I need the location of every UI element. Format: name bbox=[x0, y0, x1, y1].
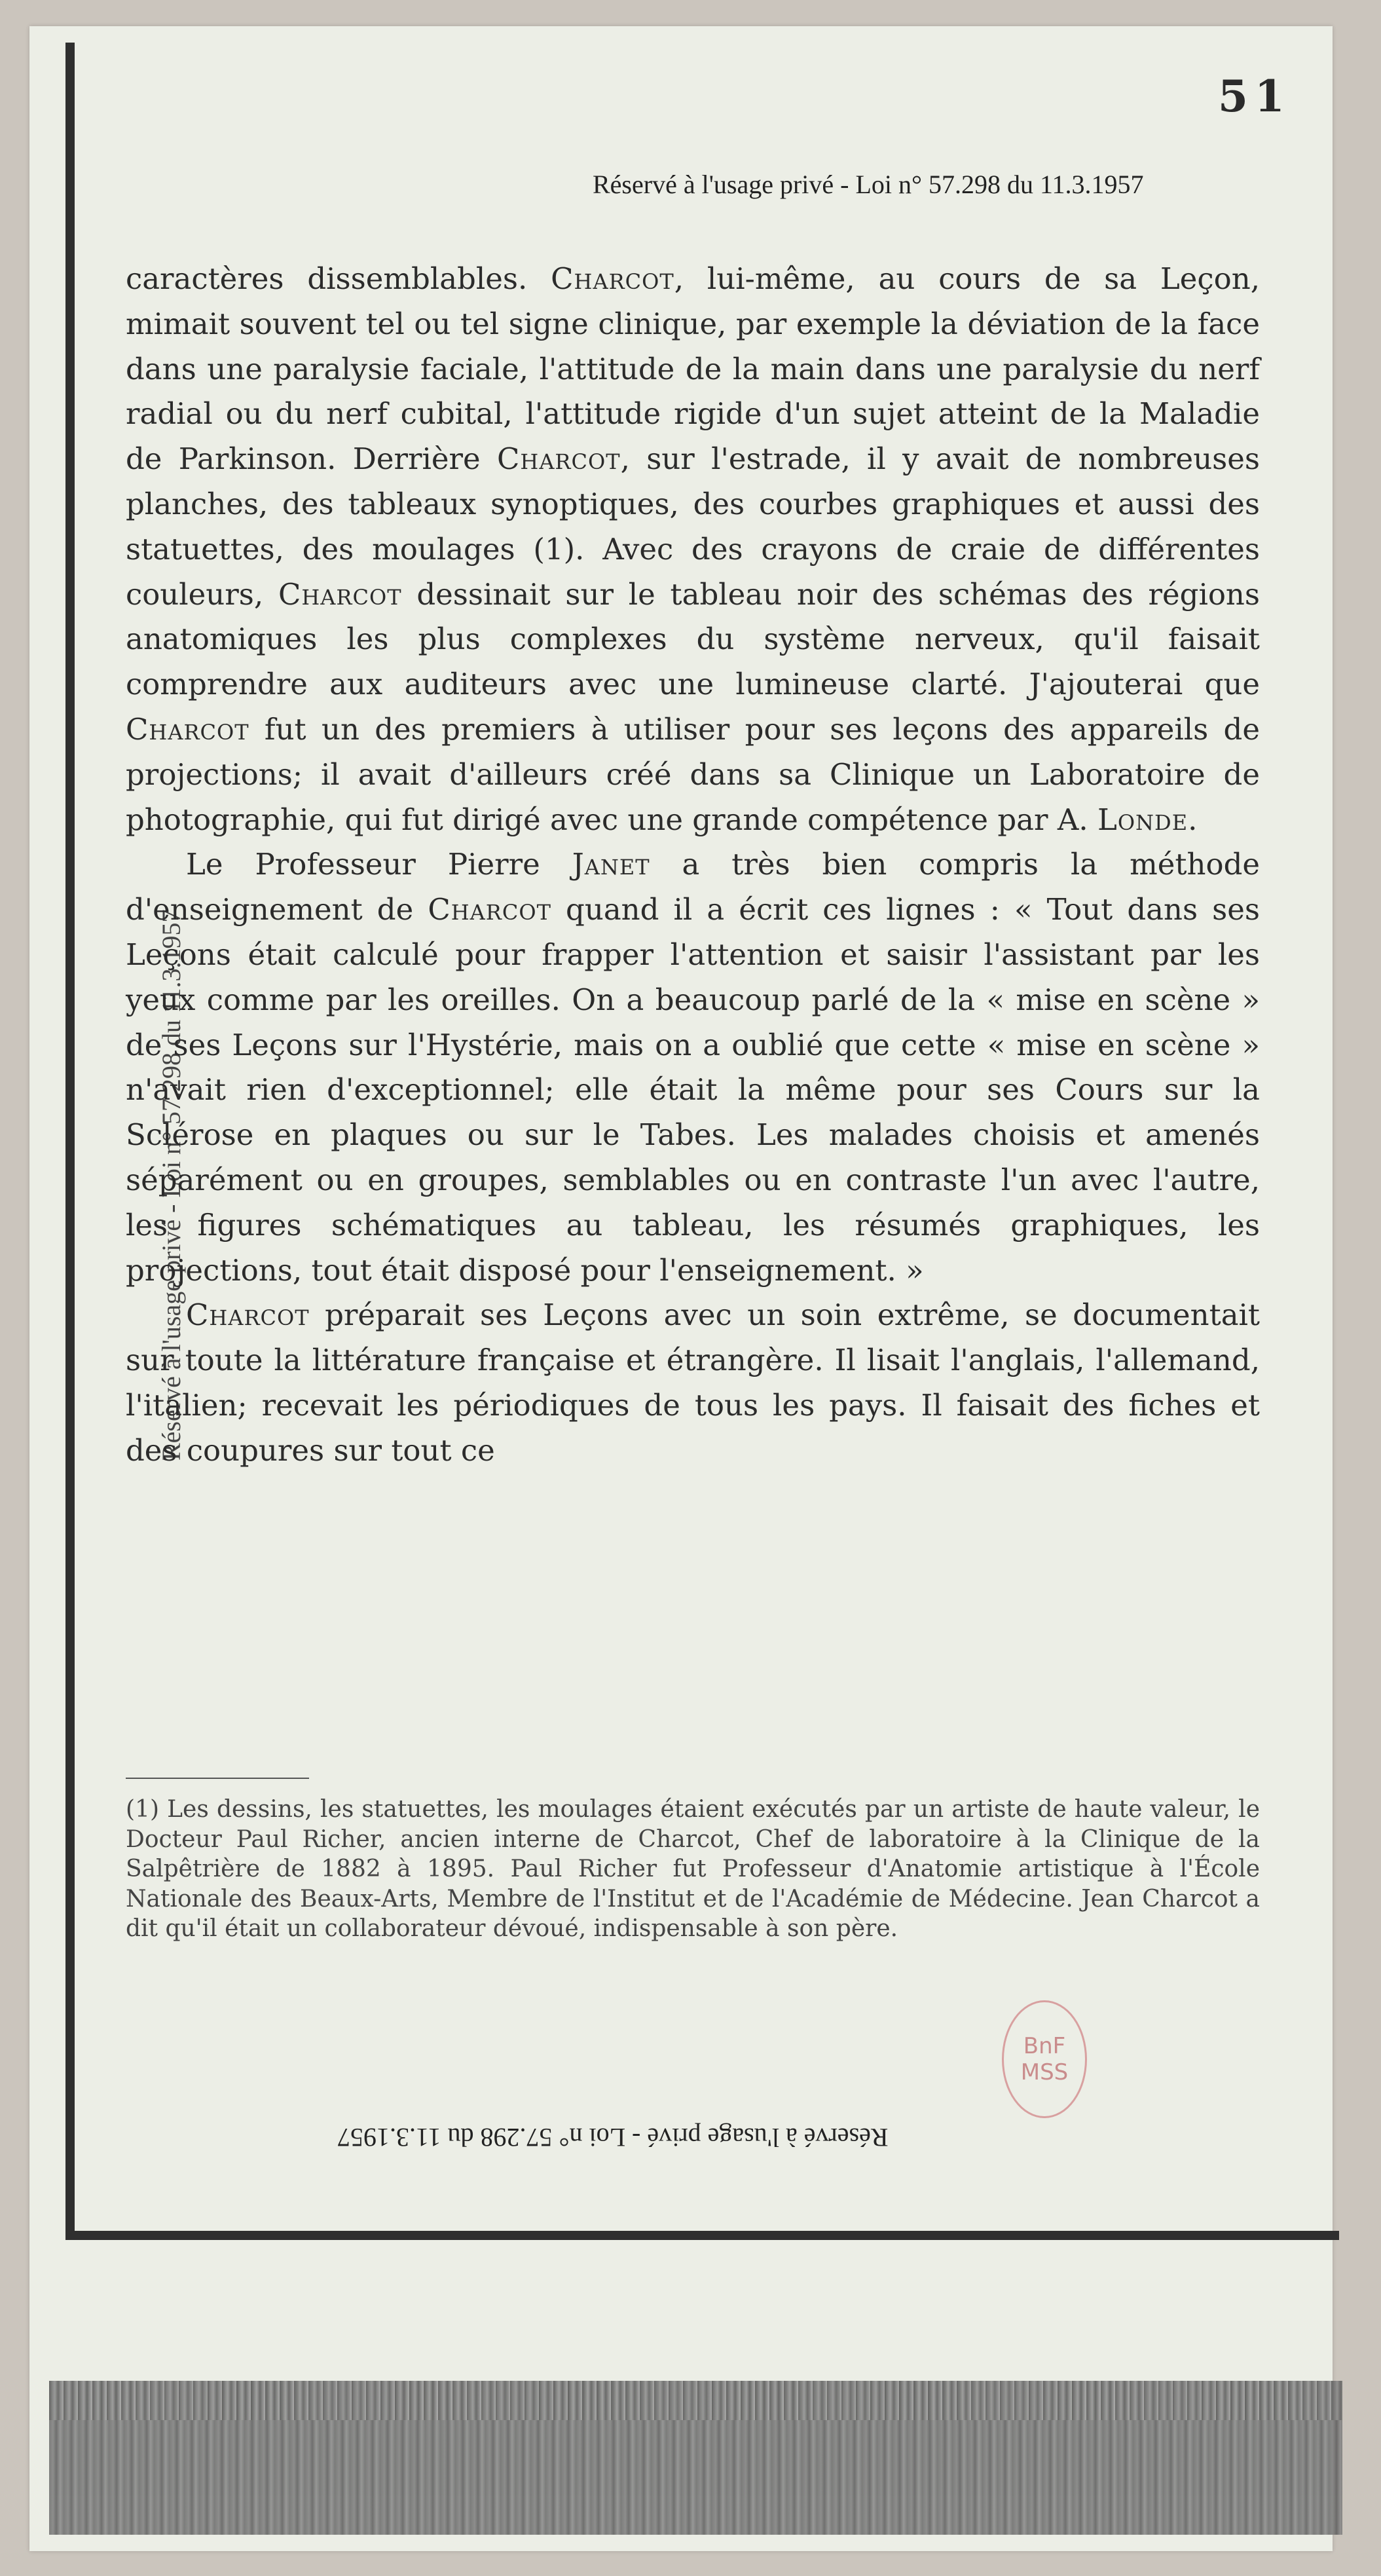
bnf-library-stamp bbox=[1002, 2000, 1087, 2118]
paragraph-2: Le Professeur Pierre Janet a très bien compris la méthode d'enseignement de Charcot quand il a écrit ces lignes : « Tout dans ses Leçons était calculé pour frapper l'attention et saisir l'assistant par les yeux comme par les oreilles. On a beaucoup parlé de la « mise en scène » de ses Leçons sur l'Hystérie, mais on a oublié que cette « mise en scène » n'avait rien d'exceptionnel; elle était la même pour ses Cours sur la Sclérose en plaques ou sur le Tabes. Les malades choisis et amenés séparément ou en groupes, semblables ou en contraste l'un avec l'autre, les figures schématiques au tableau, les résumés graphiques, les projections, tout était disposé pour l'enseignement. » bbox=[126, 847, 1261, 1288]
name-charcot: Charcot bbox=[428, 892, 551, 927]
copyright-stamp-bottom-inverted: Réservé à l'usage privé - Loi n° 57.298 du 11.3.1957 bbox=[337, 2123, 889, 2152]
scan-edge-artifact bbox=[49, 2381, 1342, 2535]
name-charcot: Charcot bbox=[278, 576, 402, 612]
copyright-stamp-side-text: Réservé à l'usage privé - Loi n° 57.298 du 11.3.1957 bbox=[157, 909, 186, 1461]
name-charcot: Charcot bbox=[126, 711, 249, 747]
bnf-stamp-line-1: BnF bbox=[1023, 2033, 1066, 2059]
body-text bbox=[126, 257, 1260, 1474]
footnote: (1) Les dessins, les statuettes, les moulages étaient exécutés par un artiste de haute valeur, le Docteur Paul Richer, ancien interne de Charcot, Chef de laboratoire à la Clinique de la Salpêtrière de 1882 à 1895. Paul Richer fut Professeur d'Anatomie artistique à l'École Nationale des Beaux-Arts, Membre de l'Institut et de l'Académie de Médecine. Jean Charcot a dit qu'il était un collaborateur dévoué, indispensable à son père. bbox=[126, 1796, 1260, 1942]
name-charcot: Charcot bbox=[186, 1297, 310, 1333]
name-charcot: Charcot bbox=[496, 441, 621, 477]
name-charcot: Charcot bbox=[551, 261, 674, 296]
copyright-stamp-top: Réservé à l'usage privé - Loi n° 57.298 du 11.3.1957 bbox=[593, 170, 1144, 199]
paragraph-3: Charcot préparait ses Leçons avec un soin extrême, se documentait sur toute la littérature française et étrangère. Il lisait l'anglais, l'allemand, l'italien; recevait les périodiques de tous les pays. Il faisait des fiches et des coupures sur tout ce bbox=[126, 1297, 1260, 1468]
footnote-rule bbox=[126, 1778, 309, 1779]
page-number: 51 bbox=[1218, 71, 1291, 122]
bnf-stamp-line-2: MSS bbox=[1020, 2059, 1069, 2085]
paragraph-1: caractères dissemblables. Charcot, lui-même, au cours de sa Leçon, mimait souvent tel ou tel signe clinique, par exemple la déviation de la face dans une paralysie faciale, l'attitude de la main dans une paralysie du nerf radial ou du nerf cubital, l'attitude rigide d'un sujet atteint de la Maladie de Parkinson. Derrière Charcot, sur l'estrade, il y avait de nombreuses planches, des tableaux synoptiques, des courbes graphiques et aussi des statuettes, des moulages (1). Avec des crayons de craie de différentes couleurs, Charcot dessinait sur le tableau noir des schémas des régions anatomiques les plus complexes du système nerveux, qu'il faisait comprendre aux auditeurs avec une lumineuse clarté. J'ajouterai que Charcot fut un des premiers à utiliser pour ses leçons des appareils de projections; il avait d'ailleurs créé dans sa Clinique un Laboratoire de photographie, qui fut dirigé avec une grande compétence par A. Londe. bbox=[126, 261, 1261, 837]
name-janet: Janet bbox=[572, 847, 650, 882]
name-londe: Londe bbox=[1097, 802, 1188, 837]
